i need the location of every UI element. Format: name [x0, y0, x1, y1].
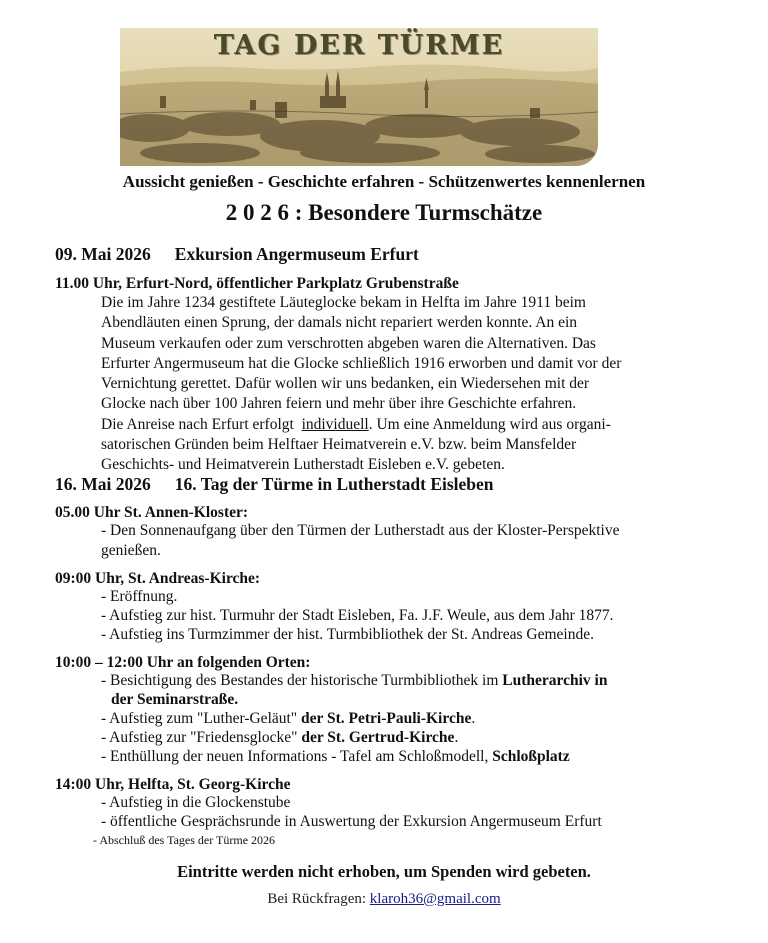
contact-label: Bei Rückfragen:: [267, 891, 370, 907]
event1-line: Vernichtung gerettet. Dafür wollen wir uns bedanken, ein Wiedersehen mit der: [101, 375, 590, 393]
email-link[interactable]: klaroh36@gmail.com: [369, 891, 501, 907]
event2-header: [55, 474, 494, 495]
banner-title: TAG DER TÜRME: [213, 30, 505, 61]
slot3-time: 10:00 – 12:00 Uhr an folgenden Orten:: [55, 654, 311, 671]
travel-text-after: . Um eine Anmeldung wird aus organi-: [368, 415, 611, 433]
slot3-item: [101, 748, 570, 766]
slot3-item3-end: .: [454, 729, 459, 746]
slot3-item3-bold: der St. Gertrud-Kirche: [301, 729, 455, 746]
event1-time-place: 11.00 Uhr, Erfurt-Nord, öffentlicher Parkplatz Grubenstraße: [55, 275, 459, 292]
slot3-item4-bold: Schloßplatz: [492, 748, 570, 765]
event1-line: Glocke nach über 100 Jahren feiern und mehr über ihre Geschichte erfahren.: [101, 395, 577, 413]
slot1-item: - Den Sonnenaufgang über den Türmen der Lutherstadt aus der Kloster-Perspektive: [101, 522, 620, 539]
event1-line: Geschichts- und Heimatverein Lutherstadt Eisleben e.V. gebeten.: [101, 456, 505, 474]
travel-individuell: individuell: [301, 415, 369, 433]
event1-line: Abendläuten einen Sprung, der damals nicht repariert werden konnte. An ein: [101, 314, 578, 332]
event1-line: Museum verkaufen oder zum verschrotten abgeben waren die Alternativen. Das: [101, 334, 596, 352]
slot3-item2-bold: der St. Petri-Pauli-Kirche: [301, 710, 472, 727]
event1-header: [55, 244, 419, 265]
slot4-item: - öffentliche Gesprächsrunde in Auswertung der Exkursion Angermuseum Erfurt: [101, 813, 602, 830]
donation-notice: Eintritte werden nicht erhoben, um Spenden wird gebeten.: [177, 862, 591, 881]
event2-date: 16. Mai 2026: [55, 474, 151, 494]
page-heading: 2 0 2 6 : Besondere Turmschätze: [225, 200, 543, 225]
slot4-item: - Aufstieg in die Glockenstube: [101, 794, 291, 811]
event1-description: [101, 293, 713, 476]
slot4-time: 14:00 Uhr, Helfta, St. Georg-Kirche: [55, 776, 291, 793]
slot2-item: - Aufstieg ins Turmzimmer der hist. Turmbibliothek der St. Andreas Gemeinde.: [101, 626, 594, 643]
slot3-item1-text: - Besichtigung des Bestandes der historische Turmbibliothek im: [101, 672, 503, 689]
slot3-item1-bold: Lutherarchiv in: [502, 672, 608, 689]
event1-date: 09. Mai 2026: [55, 244, 151, 264]
event1-line: Erfurter Angermuseum hat die Glocke schließlich 1916 erworben und damit vor der: [101, 354, 622, 372]
slot1-time: 05.00 Uhr St. Annen-Kloster:: [55, 504, 249, 521]
slot2-item: - Aufstieg zur hist. Turmuhr der Stadt Eisleben, Fa. J.F. Weule, aus dem Jahr 1877.: [101, 607, 614, 624]
slot3-item2-text: - Aufstieg zum "Luther-Geläut": [101, 710, 302, 727]
event1-title: Exkursion Angermuseum Erfurt: [174, 244, 419, 264]
event1-travel-line: [101, 415, 713, 435]
slot3-item: [101, 672, 607, 690]
slot2-item: - Eröffnung.: [101, 588, 178, 605]
slot3-item2-end: .: [471, 710, 476, 727]
contact-line: [0, 891, 768, 908]
slot4-closing: - Abschluß des Tages der Türme 2026: [93, 833, 276, 847]
travel-text: Die Anreise nach Erfurt erfolgt: [101, 415, 302, 433]
slot3-item: [101, 729, 458, 747]
event2-title: 16. Tag der Türme in Lutherstadt Eisleben: [174, 474, 494, 494]
slot3-item4-text: - Enthüllung der neuen Informations - Tafel am Schloßmodell,: [101, 748, 493, 765]
slot3-item1-cont: der Seminarstraße.: [111, 691, 239, 708]
slot2-time: 09:00 Uhr, St. Andreas-Kirche:: [55, 570, 261, 587]
slot1-item: genießen.: [101, 542, 161, 559]
tagline: Aussicht genießen - Geschichte erfahren - Schützenwertes kennenlernen: [122, 172, 646, 191]
event1-line: satorischen Gründen beim Helftaer Heimatverein e.V. bzw. beim Mansfelder: [101, 436, 577, 454]
banner-image: [120, 28, 598, 166]
event1-line: Die im Jahre 1234 gestiftete Läuteglocke bekam in Helfta im Jahre 1911 beim: [101, 294, 586, 311]
slot3-item3-text: - Aufstieg zur "Friedensglocke": [101, 729, 302, 746]
slot3-item: [101, 710, 475, 728]
